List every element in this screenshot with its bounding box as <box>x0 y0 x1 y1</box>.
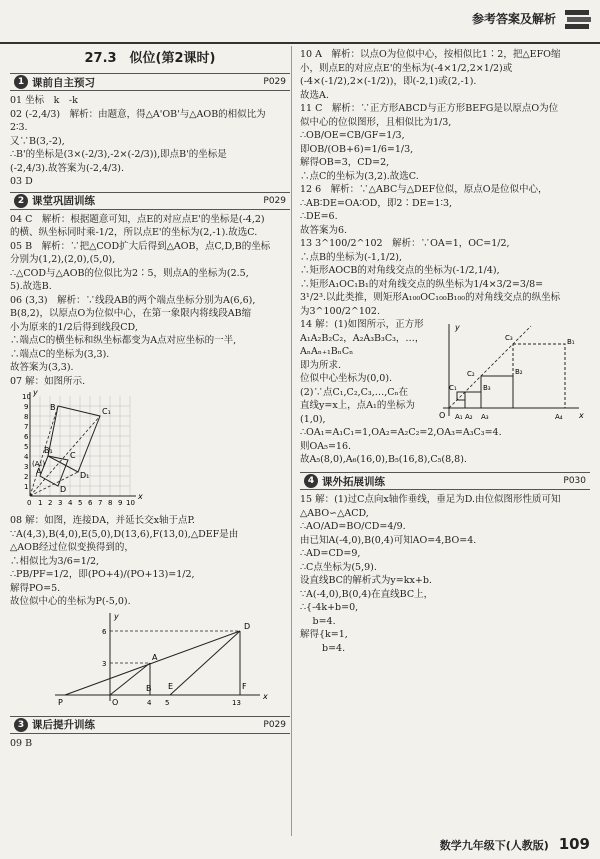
answer-line: 03 D <box>10 176 33 187</box>
y-tick: 6 <box>24 433 29 441</box>
x-tick: 5 <box>78 499 83 507</box>
x-tick: 9 <box>118 499 123 507</box>
left-column <box>10 48 290 750</box>
answer-line: (-2,4/3).故答案为(-2,4/3). <box>10 162 124 174</box>
answer-line: AₙAₙ₊₁BₙCₙ <box>300 346 354 357</box>
answer-line: 02 (-2,4/3) 解析：由题意，得△A'OB'与△AOB的相似比为 <box>10 108 266 120</box>
y-axis-label: y <box>114 611 119 621</box>
tick-label: 4 <box>147 698 152 707</box>
x-tick: 4 <box>68 499 73 507</box>
point-label: B <box>146 683 152 693</box>
answer-line: ∵A(-4,0),B(0,4)在直线BC上， <box>300 588 434 600</box>
answer-line: 07 解：如图所示. <box>10 375 86 387</box>
section-header-2 <box>10 192 290 210</box>
y-axis-label: y <box>33 388 38 397</box>
y-tick: 5 <box>24 443 29 451</box>
tick-label: 3 <box>102 659 107 668</box>
x-tick: 1 <box>38 499 43 507</box>
answer-line: 2∶3. <box>10 122 28 133</box>
y-tick: 10 <box>22 393 31 401</box>
answer-line: ∴点C的坐标为(3,2).故选C. <box>300 170 419 182</box>
answer-line: (1,0), <box>300 413 326 425</box>
section-header-3 <box>10 716 290 734</box>
answer-line: 13 3^100/2^102 解析：∵OA=1，OC=1/2, <box>300 238 510 249</box>
answer-line: 似中心的位似图形，且相似比为1/3, <box>300 116 452 128</box>
figure-08-graph <box>10 609 290 709</box>
x-tick: 3 <box>58 499 63 507</box>
answer-line: ∵A(4,3),B(4,0),E(5,0),D(13,6),F(13,0),△DEF是由 <box>10 528 239 540</box>
answer-line: 04 C 解析：根据题意可知，点E的对应点E'的坐标是(-4,2) <box>10 213 265 225</box>
point-label: D <box>244 621 251 631</box>
answer-line: ∴C点坐标为(5,9). <box>300 561 377 573</box>
point-label: C₁ <box>102 407 111 416</box>
page-number: 109 <box>558 835 590 853</box>
point-label: A₃ <box>481 413 489 421</box>
answer-line: A₁A₂B₂C₂，A₂A₃B₃C₃，…， <box>300 332 425 344</box>
section-number: 1 <box>14 75 28 89</box>
section-header-4 <box>300 472 590 490</box>
answer-line: 解得OB=3，CD=2, <box>300 157 390 168</box>
section-page-ref: P029 <box>263 77 286 87</box>
figure-14-graph <box>435 320 585 426</box>
point-label: O <box>112 697 119 707</box>
answer-line: △ABO∽△ACD, <box>300 507 369 519</box>
section-page-ref: P029 <box>263 719 286 730</box>
answer-line: (2)∵点C₁,C₂,C₃,…,Cₙ在 <box>300 386 409 398</box>
answer-line: ∴点B的坐标为(-1,1/2), <box>300 251 402 263</box>
header-title: 参考答案及解析 <box>471 12 556 26</box>
answer-line: 解得{k=1, <box>300 629 348 640</box>
answer-line: 则OA₅=16. <box>300 440 352 452</box>
answer-line: ∴端点C的横坐标和纵坐标都变为A点对应坐标的一半, <box>10 335 237 346</box>
answer-line: ∴DE=6. <box>300 211 338 222</box>
point-label: (A₁) <box>32 460 46 468</box>
point-label: A₂ <box>465 413 473 421</box>
answer-line: B(8,2)，以原点O为位似中心，在第一象限内将线段AB缩 <box>10 308 252 319</box>
point-label: C <box>70 451 76 460</box>
column-divider <box>291 46 292 836</box>
answer-line: 01 坐标 k -k <box>10 95 78 106</box>
point-label: C₂ <box>467 370 475 378</box>
answer-line: 由已知A(-4,0),B(0,4)可知AO=4,BO=4. <box>300 534 477 546</box>
section-name: 课堂巩固训练 <box>32 195 95 207</box>
answer-line: 故选A. <box>300 89 329 101</box>
section-number: 3 <box>14 718 28 732</box>
x-tick: 10 <box>126 499 135 507</box>
answer-line: ∴{-4k+b=0, <box>300 602 359 613</box>
answer-line: 15 解：(1)过C点向x轴作垂线，垂足为D.由位似图形性质可知 <box>300 494 561 505</box>
answer-line: 即OB/(OB+6)=1/6=1/3, <box>300 143 414 155</box>
lesson-title: 27.3 似位(第2课时) <box>84 51 216 66</box>
answer-line: 09 B <box>10 737 33 749</box>
answer-line: (-4×(-1/2),2×(-1/2))，即(-2,1)或(2,-1). <box>300 76 477 87</box>
x-tick: 6 <box>88 499 93 507</box>
y-axis-label: y <box>455 323 460 332</box>
answer-line: ∴△COD与△AOB的位似比为2∶5，则点A的坐标为(2.5, <box>10 267 249 279</box>
point-label: A₁ <box>455 413 463 421</box>
point-label: C₃ <box>505 334 513 342</box>
q14-text-cont <box>300 426 590 467</box>
footer-book-title: 数学九年级下(人教版) <box>439 839 549 852</box>
point-label: B <box>50 403 56 412</box>
point-label: D <box>60 485 67 494</box>
answer-line: ∴PB/PF=1/2，即(PO+4)/(PO+13)=1/2, <box>10 569 195 580</box>
answer-line: 为3^100/2^102. <box>300 305 380 317</box>
answer-line: 5).故选B. <box>10 281 52 292</box>
answer-line: ∴OA₁=A₁C₁=1,OA₂=A₂C₂=2,OA₃=A₃C₃=4. <box>300 427 502 438</box>
answer-line: ∴相似比为3/6=1/2, <box>10 555 100 567</box>
point-label: B₁ <box>567 338 575 346</box>
answer-line: 小为原来的1/2后得到线段CD, <box>10 321 138 333</box>
point-label: B₂ <box>515 368 523 376</box>
point-label: P <box>58 697 63 707</box>
answer-line: ∴矩形AOCB的对角线交点的坐标为(-1/2,1/4), <box>300 265 500 276</box>
x-axis-label: x <box>579 411 584 420</box>
answer-line: ∴AB∶DE=OA∶OD，即2∶DE=1∶3, <box>300 197 453 209</box>
answer-line: 05 B 解析：∵把△COD扩大后得到△AOB，点C,D,B的坐标 <box>10 240 271 252</box>
answer-line: 14 解：(1)如图所示，正方形 <box>300 319 424 330</box>
answer-line: ∴AD=CD=9, <box>300 548 361 559</box>
answer-line: 06 (3,3) 解析：∵线段AB的两个端点坐标分别为A(6,6), <box>10 294 256 306</box>
page-header <box>0 0 600 44</box>
answer-line: 即为所求. <box>300 359 342 371</box>
books-icon <box>564 8 592 30</box>
point-label: F <box>242 681 247 691</box>
tick-label: 5 <box>165 698 170 707</box>
point-label: O <box>439 411 446 420</box>
point-label: D₁ <box>80 471 90 480</box>
answer-line: ∴端点C的坐标为(3,3). <box>10 348 110 360</box>
answer-line: 故位似中心的坐标为P(-5,0). <box>10 596 131 607</box>
tick-label: 6 <box>102 627 107 636</box>
x-tick: 0 <box>27 499 32 507</box>
y-tick: 1 <box>24 483 29 491</box>
answer-line: 小，则点E的对应点E'的坐标为(-4×1/2,2×1/2)或 <box>300 62 513 74</box>
section-name: 课外拓展训练 <box>322 475 385 488</box>
answer-line: ∴AO/AD=BO/CD=4/9. <box>300 521 406 532</box>
y-tick: 2 <box>24 473 29 481</box>
answer-line: 10 A 解析：以点O为位似中心，按相似比1∶2，把△EFO缩 <box>300 49 561 60</box>
right-column <box>300 48 590 655</box>
point-label: E <box>168 681 174 691</box>
answer-line: 的横、纵坐标同时乘-1/2，所以点E'的坐标为(2,-1).故选C. <box>10 227 258 238</box>
figure-07-graph <box>10 388 210 510</box>
answer-line: b=4. <box>300 642 346 654</box>
page-footer <box>440 835 590 853</box>
y-tick: 3 <box>24 463 29 471</box>
tick-label: 13 <box>232 698 241 707</box>
q14-text <box>300 318 450 426</box>
section-header-1 <box>10 73 290 91</box>
answer-line: △AOB经过位似变换得到的， <box>10 542 134 553</box>
answer-line: 故A₅(8,0),A₆(16,0),B₅(16,8),C₅(8,8). <box>300 454 467 465</box>
answer-line: b=4. <box>300 615 336 627</box>
section-name: 课前自主预习 <box>32 76 95 89</box>
x-tick: 7 <box>98 499 103 507</box>
point-label: B₃ <box>483 384 491 392</box>
answer-line: 解得PO=5. <box>10 582 61 594</box>
y-tick: 4 <box>24 453 29 461</box>
y-tick: 7 <box>24 423 29 431</box>
answer-line: 08 解：如图，连接DA，并延长交x轴于点P. <box>10 515 195 526</box>
section-number: 2 <box>14 194 28 208</box>
x-tick: 2 <box>48 499 53 507</box>
point-label: A <box>36 467 42 476</box>
point-label: B₁ <box>44 446 53 455</box>
answer-line: 设直线BC的解析式为y=kx+b. <box>300 575 432 586</box>
answer-line: 分别为(1,2),(2,0),(5,0), <box>10 254 116 265</box>
answer-line: 直线y=x上，点A₁的坐标为 <box>300 400 415 411</box>
x-axis-label: x <box>263 691 268 701</box>
x-tick: 8 <box>108 499 113 507</box>
section-number: 4 <box>304 474 318 488</box>
point-label: A <box>152 652 158 662</box>
section-page-ref: P029 <box>263 195 286 206</box>
answer-line: 12 6 解析：∵△ABC与△DEF位似，原点O是位似中心， <box>300 184 548 195</box>
answer-line: 位似中心坐标为(0,0). <box>300 373 393 384</box>
answer-line: ∴矩形A₁OC₁B₁的对角线交点的纵坐标为1/4×3/2=3/8= <box>300 278 544 290</box>
answer-line: 故答案为(3,3). <box>10 362 74 373</box>
answer-line: 11 C 解析：∵正方形ABCD与正方形BEFG是以原点O为位 <box>300 103 559 114</box>
section-name: 课后提升训练 <box>32 719 95 731</box>
answer-line: ∴B'的坐标是(3×(-2/3),-2×(-2/3)),即点B'的坐标是 <box>10 149 227 160</box>
q14-block <box>300 318 590 469</box>
answer-line: 3¹/2³.以此类推，则矩形A₁₀₀OC₁₀₀B₁₀₀的对角线交点的纵坐标 <box>300 292 561 303</box>
answer-line: 又∵B(3,-2), <box>10 135 65 147</box>
point-label: C₁ <box>449 384 457 392</box>
x-axis-label: x <box>138 492 143 501</box>
answer-line: 故答案为6. <box>300 224 348 236</box>
answer-line: ∴OB/OE=CB/GF=1/3, <box>300 130 405 141</box>
point-label: A₄ <box>555 413 563 421</box>
section-page-ref: P030 <box>563 476 586 486</box>
y-tick: 9 <box>24 403 29 411</box>
y-tick: 8 <box>24 413 29 421</box>
